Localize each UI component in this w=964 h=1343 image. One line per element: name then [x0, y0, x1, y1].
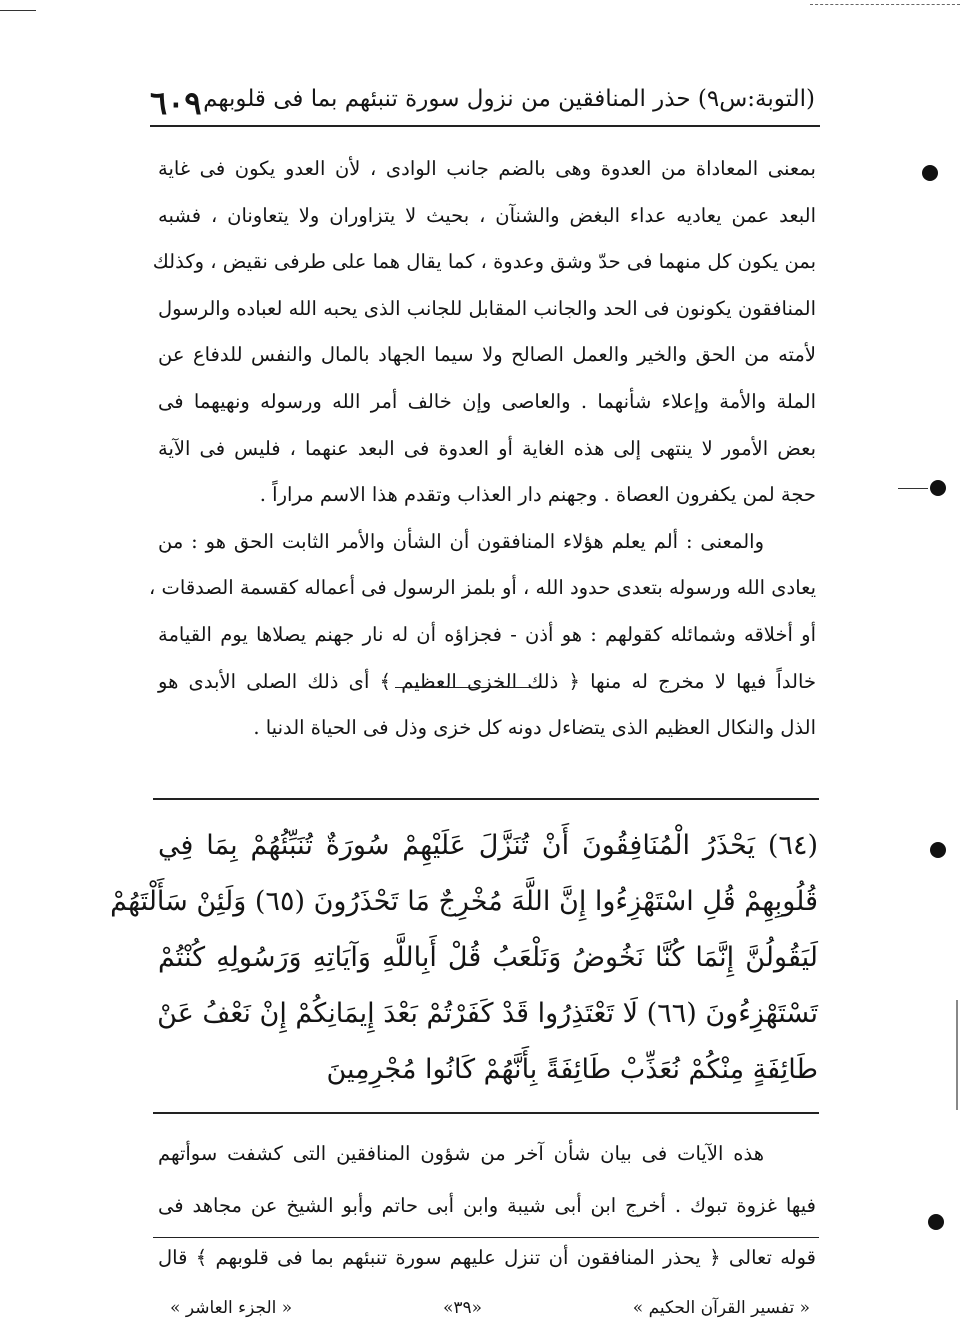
- binding-hole: [930, 480, 946, 496]
- quran-verses: [110, 818, 818, 1098]
- corner-mark: [0, 10, 36, 11]
- top-scan-mark: [810, 4, 960, 5]
- footer-book-title: « تفسير القرآن الحكيم »: [632, 1298, 810, 1318]
- lower-text: [158, 1128, 816, 1284]
- binding-hole: [928, 1214, 944, 1230]
- text-line: أو أخلاقه وشمائله كقولهم : هو أذن - فجزاؤه أن له نار جهنم يصلاها يوم القيامة: [158, 622, 816, 646]
- text-line: هذه الآيات فى بيان شأن آخر من شؤون المنافقين التى كشفت سوأتهم: [158, 1142, 764, 1165]
- header-rule: [150, 125, 820, 127]
- text-line: بمعنى المعاداة من العدوة وهى بالضم جانب الوادى ، لأن العدو يكون فى غاية: [158, 157, 816, 180]
- text-line: لأمته من الحق والخير والعمل الصالح ولا سيما الجهاد بالمال والنفس للدفاع عن: [158, 343, 816, 367]
- running-head: (التوبة:س٩) حذر المنافقين من نزول سورة تنبئهم بما فى قلوبهم: [203, 86, 815, 112]
- text-line: بعض الأمور لا ينتهى إلى هذه الغاية أو العدوة فى البعد عنهما ، فليس فى الآية: [158, 436, 816, 460]
- verse-line: (٦٤) يَحْذَرُ الْمُنَافِقُونَ أَنْ تُنَزَّلَ عَلَيْهِمْ سُورَةٌ تُنَبِّئُهُمْ بِمَا فِي: [158, 830, 818, 861]
- verse-line: قُلُوبِهِمْ قُلِ اسْتَهْزِءُوا إِنَّ اللَّهَ مُخْرِجٌ مَا تَحْذَرُونَ (٦٥) وَلَئِنْ سَأَلْتَهُمْ: [110, 886, 818, 917]
- footer-sheet-number: «٣٩»: [442, 1298, 483, 1318]
- margin-mark: [956, 1000, 958, 1110]
- text-line: المنافقون يكونون فى الحد والجانب المقابل للجانب الذى يحبه الله لعباده والرسول: [158, 296, 816, 320]
- separator-line: [153, 1237, 819, 1238]
- text-line: حجة لمن يكفرون العصاة . وجهنم دار العذاب وتقدم هذا الاسم مراراً .: [259, 483, 816, 507]
- commentary-text: [149, 146, 816, 752]
- verse-line: طَائِفَةٍ مِنْكُمْ نُعَذِّبْ طَائِفَةً بِأَنَّهُمْ كَانُوا مُجْرِمِينَ: [326, 1054, 818, 1085]
- binding-hole: [930, 842, 946, 858]
- text-line: الملة والأمة وإعلاء شأنهما . والعاصى وإن خالف أمر الله ورسوله ونهيهما فى: [158, 389, 816, 413]
- text-line: فيها غزوة تبوك . أخرج ابن أبى شيبة وابن أبى حاتم وأبو الشيخ عن مجاهد فى: [158, 1194, 816, 1217]
- margin-mark: [898, 488, 928, 489]
- page-footer: [170, 1298, 810, 1318]
- text-line: بمن يكون كل منهما فى حدّ وشق وعدوة ، كما يقال هما على طرفى نقيض ، وكذلك: [152, 250, 816, 274]
- page-number: ٦٠٩: [150, 84, 202, 122]
- text-line: خالداً فيها لا مخرج له منها ﴿ ذلك الخزى العظيم ﴾ أى ذلك الصلى الأبدى هو: [158, 669, 816, 693]
- text-line: الذل والنكال العظيم الذى يتضاءل دونه كل خزى وذل فى الحياة الدنيا .: [253, 716, 816, 740]
- text-line: قوله تعالى ﴿ يحذر المنافقون أن تنزل عليهم سورة تنبئهم بما فى قلوبهم ﴾ قال: [158, 1246, 816, 1269]
- verse-line: تَسْتَهْزِءُونَ (٦٦) لَا تَعْتَذِرُوا قَدْ كَفَرْتُمْ بَعْدَ إِيمَانِكُمْ إِنْ نَعْفُ عَنْ: [157, 998, 818, 1029]
- section-rule: [153, 798, 819, 800]
- binding-hole: [922, 165, 938, 181]
- verse-line: لَيَقُولُنَّ إِنَّمَا كُنَّا نَخُوضُ وَنَلْعَبُ قُلْ أَبِاللَّهِ وَآيَاتِهِ وَرَسُولِهِ كُنْتُمْ: [158, 942, 818, 973]
- section-rule: [153, 1112, 819, 1114]
- text-line: والمعنى : ألم يعلم هؤلاء المنافقون أن الشأن والأمر الثابت الحق هو : من: [158, 529, 764, 553]
- overline: [395, 687, 540, 688]
- footer-part: « الجزء العاشر »: [170, 1298, 293, 1318]
- text-line: البعد عمن يعاديه عداء البغض والشنآن ، بحيث لا يتزاوران ولا يتعاونان ، فشبه: [158, 203, 816, 227]
- text-line: يعادى الله ورسوله بتعدى حدود الله ، أو بلمز الرسول فى أعماله كقسمة الصدقات ،: [149, 576, 816, 600]
